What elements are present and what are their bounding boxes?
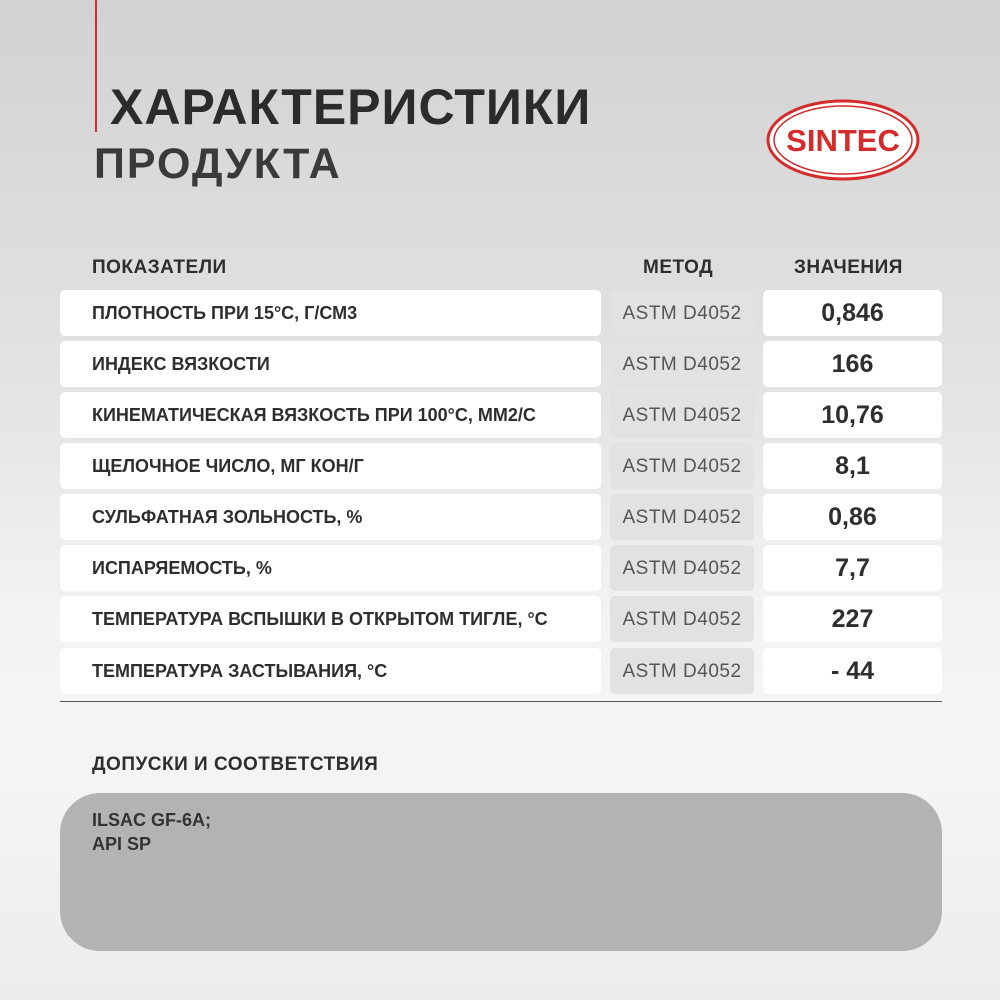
method-cell bbox=[610, 392, 754, 438]
table-row bbox=[60, 290, 942, 336]
approvals-panel bbox=[60, 793, 942, 951]
parameter-value: - 44 bbox=[830, 657, 875, 685]
parameter-name: СУЛЬФАТНАЯ ЗОЛЬНОСТЬ, % bbox=[92, 507, 363, 527]
parameter-cell bbox=[60, 648, 601, 694]
table-row bbox=[60, 648, 942, 694]
method-cell bbox=[610, 545, 754, 591]
parameter-cell bbox=[60, 494, 601, 540]
parameter-value: 8,1 bbox=[835, 452, 870, 480]
page-title: ХАРАКТЕРИСТИКИ bbox=[110, 79, 592, 135]
table-row bbox=[60, 494, 942, 540]
parameter-name: ЩЕЛОЧНОЕ ЧИСЛО, МГ КОН/Г bbox=[92, 456, 364, 476]
table-divider bbox=[60, 701, 942, 702]
parameter-name: ПЛОТНОСТЬ ПРИ 15°С, Г/СМ3 bbox=[92, 303, 358, 323]
parameter-cell bbox=[60, 596, 601, 642]
table-row bbox=[60, 443, 942, 489]
value-cell bbox=[763, 545, 942, 591]
parameter-value: 227 bbox=[831, 605, 874, 633]
parameter-cell bbox=[60, 545, 601, 591]
method-name: ASTM D4052 bbox=[622, 507, 742, 528]
value-cell bbox=[763, 648, 942, 694]
method-name: ASTM D4052 bbox=[622, 661, 742, 682]
sintec-logo bbox=[765, 98, 921, 182]
table-row bbox=[60, 596, 942, 642]
parameter-cell bbox=[60, 341, 601, 387]
parameter-value: 0,846 bbox=[821, 299, 884, 327]
method-cell bbox=[610, 648, 754, 694]
value-cell bbox=[763, 290, 942, 336]
parameter-value: 0,86 bbox=[828, 503, 877, 531]
logo-text: SINTEC bbox=[786, 123, 900, 158]
approval-item: API SP bbox=[92, 834, 152, 854]
method-cell bbox=[610, 596, 754, 642]
value-cell bbox=[763, 392, 942, 438]
column-header-parameters: ПОКАЗАТЕЛИ bbox=[92, 257, 227, 278]
method-cell bbox=[610, 290, 754, 336]
method-name: ASTM D4052 bbox=[622, 303, 742, 324]
accent-line bbox=[95, 0, 97, 132]
parameter-name: ТЕМПЕРАТУРА ВСПЫШКИ В ОТКРЫТОМ ТИГЛЕ, °С bbox=[92, 609, 548, 629]
parameter-name: КИНЕМАТИЧЕСКАЯ ВЯЗКОСТЬ ПРИ 100°С, ММ2/С bbox=[92, 405, 536, 425]
table-row bbox=[60, 392, 942, 438]
page-subtitle: ПРОДУКТА bbox=[94, 140, 342, 188]
approvals-title: ДОПУСКИ И СООТВЕТСТВИЯ bbox=[92, 754, 379, 775]
table-row bbox=[60, 341, 942, 387]
value-cell bbox=[763, 443, 942, 489]
approvals-list bbox=[92, 808, 211, 856]
method-cell bbox=[610, 494, 754, 540]
approval-item: ILSAC GF-6A; bbox=[92, 810, 211, 830]
parameter-cell bbox=[60, 392, 601, 438]
value-cell bbox=[763, 494, 942, 540]
parameter-value: 7,7 bbox=[835, 554, 870, 582]
method-name: ASTM D4052 bbox=[622, 456, 742, 477]
column-header-method: МЕТОД bbox=[643, 257, 714, 278]
method-name: ASTM D4052 bbox=[622, 405, 742, 426]
method-name: ASTM D4052 bbox=[622, 558, 742, 579]
parameter-cell bbox=[60, 443, 601, 489]
parameter-name: ИНДЕКС ВЯЗКОСТИ bbox=[92, 354, 270, 374]
method-name: ASTM D4052 bbox=[622, 609, 742, 630]
method-cell bbox=[610, 443, 754, 489]
parameter-cell bbox=[60, 290, 601, 336]
value-cell bbox=[763, 341, 942, 387]
method-cell bbox=[610, 341, 754, 387]
value-cell bbox=[763, 596, 942, 642]
table-row bbox=[60, 545, 942, 591]
method-name: ASTM D4052 bbox=[622, 354, 742, 375]
parameter-name: ТЕМПЕРАТУРА ЗАСТЫВАНИЯ, °С bbox=[92, 661, 388, 681]
parameter-value: 166 bbox=[831, 350, 874, 378]
parameter-value: 10,76 bbox=[821, 401, 884, 429]
parameter-name: ИСПАРЯЕМОСТЬ, % bbox=[92, 558, 272, 578]
column-header-values: ЗНАЧЕНИЯ bbox=[794, 257, 903, 278]
